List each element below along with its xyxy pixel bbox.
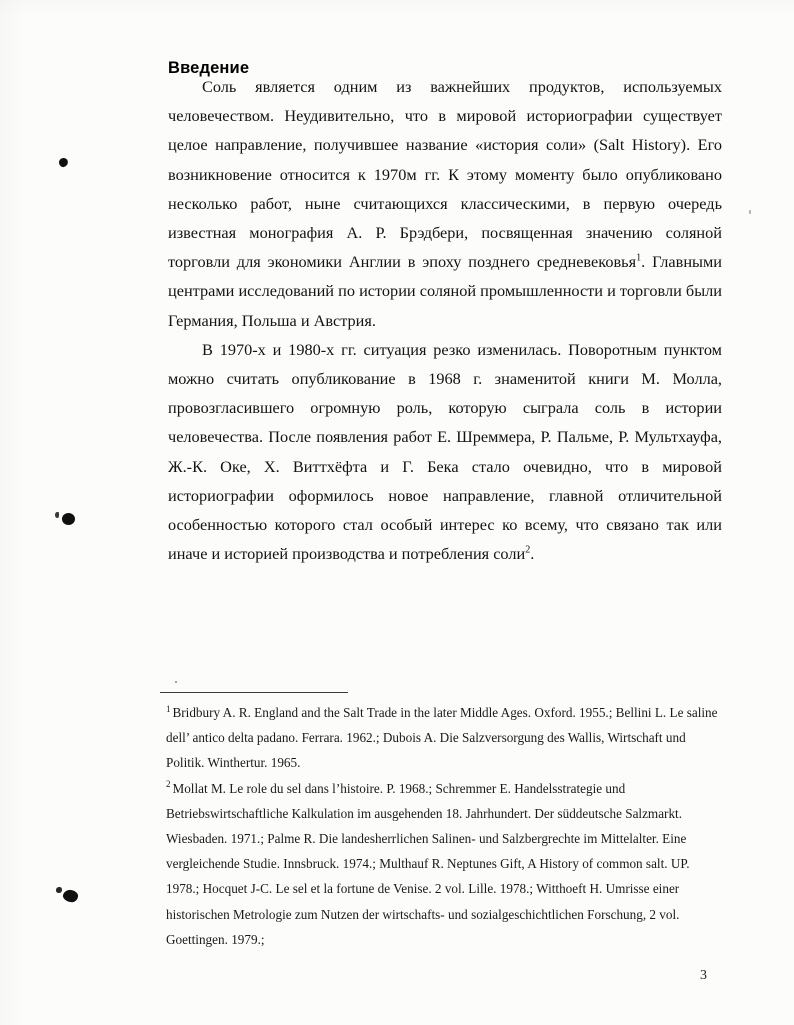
footnote-1: [166, 700, 722, 776]
body-text: [168, 72, 722, 568]
footnote-2-text: Mollat M. Le role du sel dans l’histoire. P. 1968.; Schremmer E. Handelsstrategie und Betriebswirtschaftliche Kalkulation im ausgehenden 18. Jahrhundert. Der süddeutsche Salzmarkt. Wiesbaden. 1971.; Palme R. Die landesherrlichen Salinen- und Salzbergrechte im Mittelalter. Eine vergleichende Studie. Innsbruck. 1974.; Multhauf R. Neptunes Gift, A History of common salt. UP. 1978.; Hocquet J-C. Le sel et la fortune de Venise. 2 vol. Lille. 1978.; Witthoeft H. Umrisse einer historischen Metrologie zum Nutzen der wirtschafts- und sozialgeschichtlichen Forschung, 2 vol. Goettingen. 1979.;: [166, 780, 690, 947]
page-number: 3: [700, 968, 707, 983]
footnote-2-marker: 2: [166, 779, 171, 790]
ink-blot-artifact-bottom: [62, 889, 79, 903]
paragraph-2-text: В 1970-х и 1980-х гг. ситуация резко изменилась. Поворотным пунктом можно считать опубликование в 1968 г. знаменитой книги М. Молла, провозгласившего огромную роль, которую сыграла соль в истории человечества. После появления работ Е. Шреммера, Р. Пальме, Р. Мультхауфа, Ж.-К. Оке, Х. Виттхёфта и Г. Бека стало очевидно, что в мировой историографии оформилось новое направление, главной отличительной особенностью которого стал особый интерес ко всему, что связано так или иначе и историей производства и потребления соли: [168, 339, 722, 564]
ink-speck-artifact-middle: [55, 512, 59, 518]
paragraph-1-text: Соль является одним из важнейших продуктов, используемых человечеством. Неудивительно, что в мировой историографии существует целое направление, получившее название «история соли» (Salt History). Его возникновение относится к 1970м гг. К этому моменту было опубликовано несколько работ, ныне считающихся классическими, в первую очередь известная монография А. Р. Брэдбери, посвященная значению соляной торговли для экономики Англии в эпоху позднего средневековья: [168, 77, 722, 272]
ink-blot-artifact-middle: [62, 513, 75, 525]
footnote-2: [166, 776, 722, 952]
paragraph-2: [168, 335, 722, 569]
footnote-separator-rule: [160, 692, 348, 693]
footnote-1-marker: 1: [166, 703, 171, 714]
footnote-1-text: Bridbury A. R. England and the Salt Trade in the later Middle Ages. Oxford. 1955.; Bellini L. Le saline dell’ antico delta padano. Ferrara. 1962.; Dubois A. Die Salzversorgung des Wallis, Wirtschaft und Politik. Winthertur. 1965.: [166, 705, 718, 771]
ink-blot-artifact-top: [58, 157, 69, 168]
footnote-list: [166, 700, 722, 952]
paragraph-1-tail: . Главными центрами исследований по истории соляной промышленности и торговли были Германия, Польша и Австрия.: [168, 252, 722, 330]
paragraph-2-tail: .: [530, 544, 535, 564]
scan-speck-upper: [175, 681, 177, 683]
footnote-marker-1[interactable]: 1: [636, 252, 642, 264]
scan-speck-right-margin: [749, 210, 751, 214]
section-heading: Введение: [168, 59, 250, 78]
footnote-marker-2[interactable]: 2: [525, 544, 531, 556]
ink-speck-artifact-bottom: [56, 887, 62, 893]
paragraph-1: [168, 72, 722, 335]
